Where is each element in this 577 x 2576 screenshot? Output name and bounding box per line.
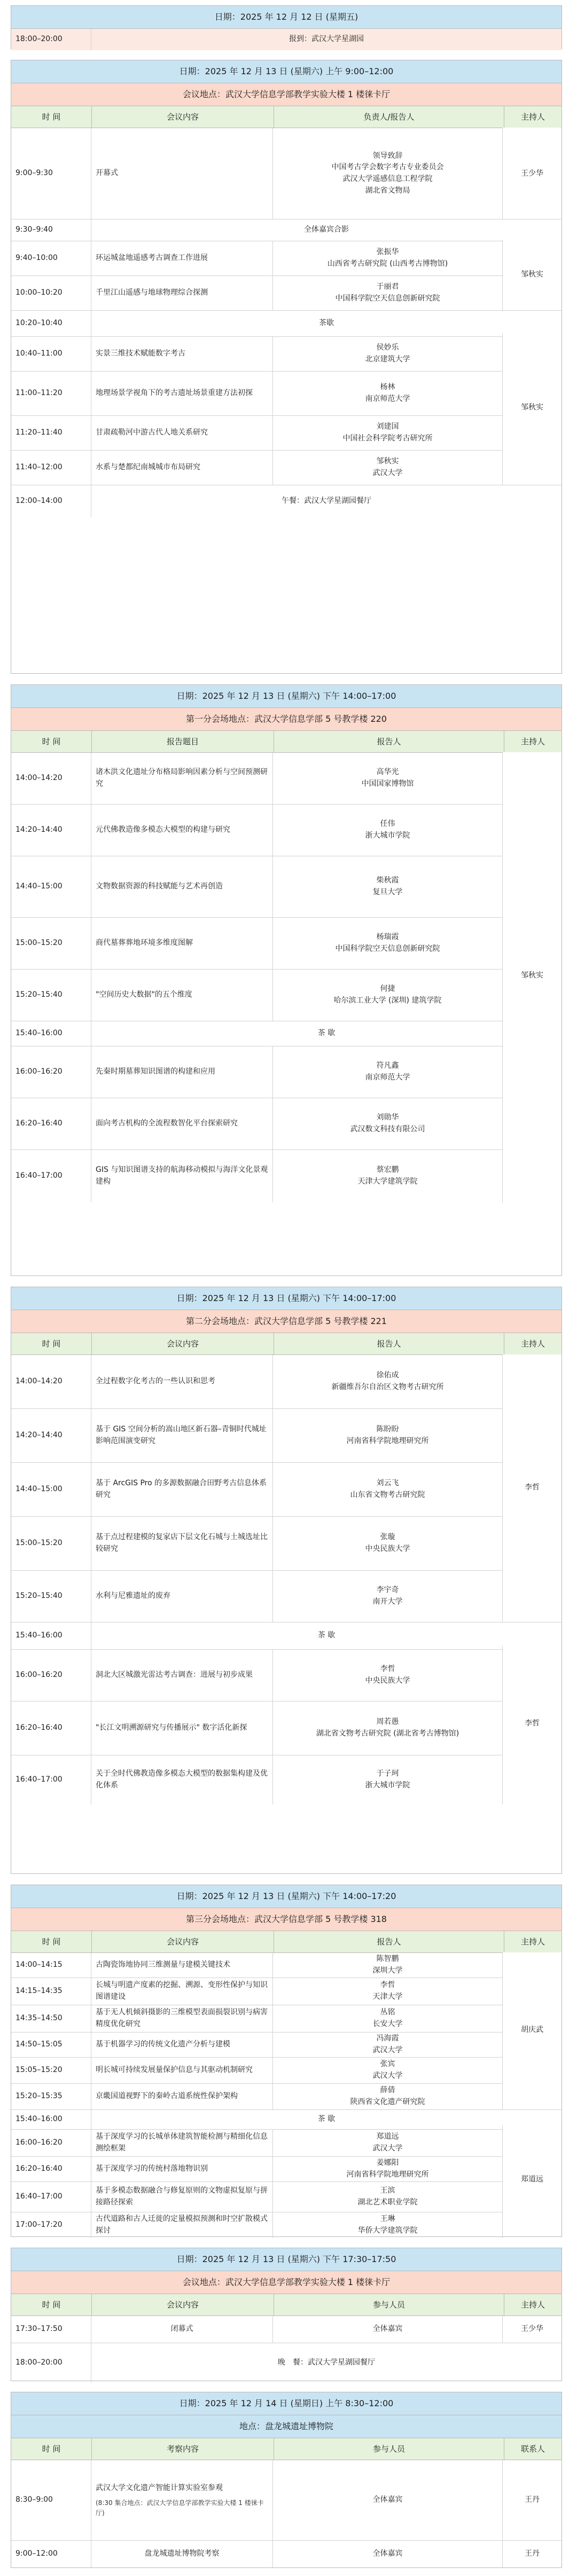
row-time: 14:50–15:05	[11, 2033, 91, 2057]
header-time: 时 间	[11, 1333, 92, 1354]
row-person: 蔡宏鹏 天津大学建筑学院	[273, 1150, 503, 1202]
row-content: 基于深度学习的长城单体建筑智能检测与精细化信息测绘框架	[91, 2130, 273, 2156]
session1-venue: 第一分会场地点：武汉大学信息学部 5 号教学楼 220	[11, 708, 562, 731]
closing-person: 全体嘉宾	[273, 2316, 503, 2343]
table-row	[11, 918, 562, 970]
row-person: 刘云飞 山东省文物考古研究院	[273, 1463, 503, 1516]
row-person: 侯妙乐 北京建筑大学	[273, 337, 503, 371]
header-time: 时 间	[11, 731, 92, 752]
day3-venue: 地点：盘龙城遗址博物院	[11, 2415, 562, 2438]
row-person: 刘勋华 武汉数文科技有限公司	[273, 1098, 503, 1149]
table-row	[11, 1953, 562, 1978]
header-person: 报告人	[274, 731, 504, 752]
table-row	[11, 219, 562, 241]
table-row	[11, 2212, 562, 2238]
morning-date: 日期：2025 年 12 月 13 日 (星期六) 上午 9:00–12:00	[11, 60, 562, 83]
visit-person: 全体嘉宾	[273, 2460, 503, 2540]
row-time: 15:00–15:20	[11, 1517, 91, 1570]
session3-block	[11, 1885, 562, 2237]
row-time: 9:30–9:40	[11, 219, 91, 241]
row-content: 基于 GIS 空间分析的嵩山地区新石器–青铜时代城址影响范围演变研究	[91, 1409, 273, 1462]
header-contact: 联系人	[520, 2444, 545, 2454]
header-time: 时 间	[11, 2438, 92, 2460]
session1-date: 日期：2025 年 12 月 13 日 (星期六) 下午 14:00–17:00	[11, 685, 562, 708]
day1-content: 报到：武汉大学星湖园	[289, 35, 364, 44]
header-person: 参与人员	[274, 2438, 504, 2460]
session3-rows	[11, 1953, 562, 2238]
row-content: 全过程数字化考古的一些认识和思考	[91, 1355, 273, 1408]
row-person: 姜娜阳 河南省科学院地理研究所	[273, 2157, 503, 2181]
table-row	[11, 2084, 562, 2110]
row-content: GIS 与知识图谱支持的航海移动模拟与海洋文化景观建构	[91, 1150, 273, 1202]
row-content: 京畿国道视野下的秦岭古道系统性保护架构	[91, 2084, 273, 2109]
table-row	[11, 1978, 562, 2005]
header-content: 会议内容	[92, 1931, 274, 1952]
row-time: 12:00–14:00	[11, 485, 91, 517]
row-person: 李哲 中央民族大学	[273, 1650, 503, 1701]
table-row	[11, 1622, 562, 1650]
table-row	[11, 1517, 562, 1571]
row-content: "空间历史大数据"的五个维度	[91, 970, 273, 1021]
row-full-content: 茶 歇	[317, 2115, 336, 2124]
row-person: 柴秋霞 复旦大学	[273, 856, 503, 917]
row-content: 先秦时期墓葬知识图谱的构建和应用	[91, 1046, 273, 1098]
row-time: 14:00–14:20	[11, 1355, 91, 1408]
session2-header	[11, 1333, 562, 1355]
row-person: 周若愚 湖北省文物考古研究院 (湖北省考古博物馆)	[273, 1701, 503, 1755]
row-full-content: 午餐：武汉大学星湖园餐厅	[282, 497, 371, 506]
row-content: 古代道路和古人迁徙的定量模拟预测和时空扩散模式探讨	[91, 2212, 273, 2238]
row-content: 基于无人机倾斜摄影的三维模型表面损裂识别与病害精度优化研究	[91, 2005, 273, 2032]
table-row	[11, 337, 562, 372]
header-host: 主持人	[520, 737, 545, 746]
row-time: 14:00–14:20	[11, 753, 91, 804]
table-row	[11, 805, 562, 856]
row-person: 李宇奇 南开大学	[273, 1571, 503, 1622]
row-content: 洞北大区城激光雷达考古调查：进展与初步成果	[91, 1650, 273, 1701]
visit-note: (8:30 集合地点：武汉大学信息学部教学实验大楼 1 楼徕卡厅)	[96, 2499, 264, 2517]
table-row	[11, 970, 562, 1021]
session3-date: 日期：2025 年 12 月 13 日 (星期六) 下午 14:00–17:20	[11, 1885, 562, 1908]
header-person: 负责人/报告人	[274, 106, 504, 128]
row-time: 14:35–14:50	[11, 2005, 91, 2032]
row-person: 李哲 天津大学	[273, 1978, 503, 2005]
row-time: 16:40–17:00	[11, 1150, 91, 1202]
table-row	[11, 1571, 562, 1622]
header-content: 会议内容	[92, 1333, 274, 1354]
row-person: 于子珂 浙大城市学院	[273, 1755, 503, 1805]
row-person: 陈智鹏 深圳大学	[273, 1953, 503, 1978]
row-content: 长城与明遗产度素的挖掘、溯源、变形性保护与知识图谱建设	[91, 1978, 273, 2005]
table-row	[11, 2058, 562, 2084]
row-content: 千里江山遥感与地球物理综合探测	[91, 276, 273, 310]
row-time: 11:20–11:40	[11, 416, 91, 450]
row-time: 9:40–10:00	[11, 241, 91, 275]
header-host: 主持人	[520, 2300, 545, 2310]
row-person: 王滨 湖北艺术职业学院	[273, 2182, 503, 2212]
row-time: 16:40–17:00	[11, 1755, 91, 1805]
row-content: 商代墓葬葬地环境多维度图解	[91, 918, 273, 969]
table-row	[11, 416, 562, 451]
row-time: 15:05–15:20	[11, 2058, 91, 2083]
row-time: 14:40–15:00	[11, 856, 91, 917]
host-name: 邹秋实	[502, 240, 562, 308]
row-time: 15:40–16:00	[11, 1622, 91, 1649]
session1-header	[11, 731, 562, 753]
header-time: 时 间	[11, 2294, 92, 2315]
row-time: 9:00–9:30	[11, 128, 91, 219]
closing-date: 日期：2025 年 12 月 13 日 (星期六) 下午 17:30–17:50	[11, 2248, 562, 2271]
row-person: 于丽君 中国科学院空天信息创新研究院	[273, 276, 503, 310]
row-time: 11:40–12:00	[11, 451, 91, 485]
header-person: 参与人员	[274, 2294, 504, 2315]
row-content: 基于深度学习的传统村落地物识别	[91, 2157, 273, 2181]
row-time: 14:00–14:15	[11, 1953, 91, 1978]
row-time: 10:20–10:40	[11, 311, 91, 336]
session1-block	[11, 684, 562, 1276]
row-time: 16:00–16:20	[11, 1046, 91, 1098]
closing-time: 17:30–17:50	[11, 2316, 91, 2343]
row-person: 张璇 中央民族大学	[273, 1517, 503, 1570]
row-time: 15:40–16:00	[11, 1021, 91, 1046]
table-row	[11, 2157, 562, 2182]
row-full-content: 茶 歇	[317, 1631, 336, 1640]
host-name: 李哲	[502, 1646, 562, 1799]
session2-date: 日期：2025 年 12 月 13 日 (星期六) 下午 14:00–17:00	[11, 1287, 562, 1310]
table-row	[11, 1650, 562, 1701]
row-person: 刘建国 中国社会科学院考古研究所	[273, 416, 503, 450]
table-row	[11, 128, 562, 219]
closing-venue: 会议地点：武汉大学信息学部教学实验大楼 1 楼徕卡厅	[11, 2271, 562, 2294]
header-host: 主持人	[520, 1937, 545, 1947]
header-host: 主持人	[520, 1339, 545, 1349]
row-time: 14:15–14:35	[11, 1978, 91, 2005]
session2-rows	[11, 1355, 562, 1805]
row-content: 元代佛教造像多模态大模型的构建与研究	[91, 805, 273, 856]
session2-venue: 第二分会场地点：武汉大学信息学部 5 号教学楼 221	[11, 1310, 562, 1333]
visit-time: 8:30–9:00	[11, 2460, 91, 2540]
host-name: 王少华	[502, 128, 562, 218]
row-person: 何捷 哈尔滨工业大学 (深圳) 建筑学院	[273, 970, 503, 1021]
row-content: 基于机器学习的传统文化遗产分析与建模	[91, 2033, 273, 2057]
header-content: 会议内容	[92, 106, 274, 128]
table-row	[11, 451, 562, 485]
table-row	[11, 753, 562, 805]
header-host: 主持人	[520, 112, 545, 122]
row-content: 文物数据资源的科技赋能与艺术再创造	[91, 856, 273, 917]
row-content: 地理场景学视角下的考古遗址场景重建方法初探	[91, 372, 273, 415]
host-name: 邹秋实	[502, 334, 562, 479]
row-content: 面向考古机构的全流程数智化平台探索研究	[91, 1098, 273, 1149]
day3-date: 日期：2025 年 12 月 14 日 (星期日) 上午 8:30–12:00	[11, 2392, 562, 2415]
table-row	[11, 2182, 562, 2212]
morning-venue: 会议地点：武汉大学信息学部教学实验大楼 1 楼徕卡厅	[11, 83, 562, 106]
row-content: 甘肃疏勒河中游古代人地关系研究	[91, 416, 273, 450]
table-row	[11, 311, 562, 337]
table-row	[11, 1355, 562, 1409]
row-time: 17:00–17:20	[11, 2212, 91, 2238]
morning-block	[11, 60, 562, 674]
closing-header	[11, 2294, 562, 2316]
row-full-content: 茶 歇	[317, 1029, 336, 1038]
row-person: 徐佑成 新疆维吾尔自治区文物考古研究所	[273, 1355, 503, 1408]
table-row	[11, 2130, 562, 2157]
morning-header	[11, 106, 562, 128]
session3-venue: 第三分会场地点：武汉大学信息学部 5 号教学楼 318	[11, 1908, 562, 1931]
header-person: 报告人	[274, 1333, 504, 1354]
row-content: 基于 ArcGIS Pro 的多源数据融合田野考古信息体系研究	[91, 1463, 273, 1516]
row-person: 张宾 武汉大学	[273, 2058, 503, 2083]
row-content: 明长城可持续发展量保护信息与其驱动机制研究	[91, 2058, 273, 2083]
table-row	[11, 856, 562, 918]
table-row	[11, 2033, 562, 2058]
host-name: 胡庆武	[502, 1952, 562, 2106]
row-content: 开幕式	[91, 128, 273, 219]
header-content: 会议内容	[92, 2294, 274, 2315]
host-name: 李哲	[502, 1354, 562, 1619]
row-time: 10:40–11:00	[11, 337, 91, 371]
visit-contact: 王丹	[525, 2495, 540, 2504]
row-time: 16:20–16:40	[11, 1701, 91, 1755]
table-row	[11, 1755, 562, 1805]
row-content: 基于点过程建模的复家店下层文化石城与土城选址比较研究	[91, 1517, 273, 1570]
row-time: 16:00–16:20	[11, 1650, 91, 1701]
table-row	[11, 1046, 562, 1098]
table-row	[11, 1409, 562, 1463]
table-row	[11, 241, 562, 276]
row-person: 邹秋实 武汉大学	[273, 451, 503, 485]
day1-date: 日期：2025 年 12 月 12 日 (星期五)	[11, 6, 562, 29]
day1-time: 18:00–20:00	[11, 29, 91, 50]
table-row	[11, 2110, 562, 2130]
row-time: 11:00–11:20	[11, 372, 91, 415]
row-time: 15:20–15:40	[11, 970, 91, 1021]
row-content: 古陶瓷饰地协同三维测量与建模关键技术	[91, 1953, 273, 1978]
row-content: 基于多模态数据融合与修复原则的文物虚拟复原与拼接路径探索	[91, 2182, 273, 2212]
row-full-content: 茶歇	[319, 319, 334, 328]
row-time: 16:20–16:40	[11, 2157, 91, 2181]
closing-block	[11, 2248, 562, 2381]
session3-header	[11, 1931, 562, 1953]
row-person: 郑道远 武汉大学	[273, 2130, 503, 2156]
header-time: 时 间	[11, 1931, 92, 1952]
closing-content: 闭幕式	[91, 2316, 273, 2343]
row-time: 16:40–17:00	[11, 2182, 91, 2212]
museum-contact: 王丹	[525, 2549, 540, 2558]
table-row	[11, 1150, 562, 1202]
row-time: 16:00–16:20	[11, 2130, 91, 2156]
row-time: 15:20–15:40	[11, 1571, 91, 1622]
dinner-time: 18:00–20:00	[11, 2343, 91, 2383]
row-time: 15:20–15:35	[11, 2084, 91, 2109]
row-person: 薛倩 陕西省文化遗产研究院	[273, 2084, 503, 2109]
day1-block	[11, 5, 562, 49]
row-person: 杨林 南京师范大学	[273, 372, 503, 415]
row-person: 高华光 中国国家博物馆	[273, 753, 503, 804]
row-person: 陈盼盼 河南省科学院地理研究所	[273, 1409, 503, 1462]
morning-rows	[11, 128, 562, 517]
session2-block	[11, 1287, 562, 1874]
row-time: 15:00–15:20	[11, 918, 91, 969]
host-name: 邹秋实	[502, 752, 562, 1197]
row-time: 10:00–10:20	[11, 276, 91, 310]
table-row	[11, 1021, 562, 1046]
row-person: 杨瑞霞 中国科学院空天信息创新研究院	[273, 918, 503, 969]
table-row	[11, 276, 562, 311]
dinner-content: 晚 餐：武汉大学星湖园餐厅	[278, 2358, 375, 2367]
session1-rows	[11, 753, 562, 1202]
day3-block	[11, 2392, 562, 2568]
visit-content: 武汉大学文化遗产智能计算实验室参观	[96, 2483, 223, 2492]
table-row	[11, 2005, 562, 2033]
header-person: 报告人	[274, 1931, 504, 1952]
header-content: 考察内容	[92, 2438, 274, 2460]
museum-content: 盘龙城遗址博物院考察	[91, 2541, 273, 2567]
closing-host: 王少华	[521, 2325, 543, 2334]
row-content: 水系与楚都纪南城城市布局研究	[91, 451, 273, 485]
row-time: 15:40–16:00	[11, 2110, 91, 2129]
host-name: 郑道远	[502, 2125, 562, 2232]
header-content: 报告题目	[92, 731, 274, 752]
day3-header	[11, 2438, 562, 2460]
row-time: 14:20–14:40	[11, 805, 91, 856]
table-row	[11, 1701, 562, 1755]
row-person: 任伟 浙大城市学院	[273, 805, 503, 856]
table-row	[11, 485, 562, 517]
row-person: 领导致辞 中国考古学会数字考古专业委员会 武汉大学遥感信息工程学院 湖北省文物局	[273, 128, 503, 219]
museum-person: 全体嘉宾	[273, 2541, 503, 2567]
row-time: 14:20–14:40	[11, 1409, 91, 1462]
row-person: 张振华 山西省考古研究院 (山西考古博物馆)	[273, 241, 503, 275]
row-person: 王琳 华侨大学建筑学院	[273, 2212, 503, 2238]
row-content: 关于全时代佛教造像多模态大模型的数据集构建及优化体系	[91, 1755, 273, 1805]
museum-time: 9:00–12:00	[11, 2541, 91, 2567]
row-time: 16:20–16:40	[11, 1098, 91, 1149]
row-content: 诸木洪文化遗址分布格局影响因素分析与空间预测研究	[91, 753, 273, 804]
row-content: 环运城盆地遥感考古调查工作进展	[91, 241, 273, 275]
table-row	[11, 372, 562, 416]
row-time: 14:40–15:00	[11, 1463, 91, 1516]
row-content: 水利与尼雅遗址的废弃	[91, 1571, 273, 1622]
row-person: 丛铭 长安大学	[273, 2005, 503, 2032]
header-time: 时 间	[11, 106, 92, 128]
row-content: "长江文明溯源研究与传播展示" 数字活化新探	[91, 1701, 273, 1755]
table-row	[11, 1098, 562, 1150]
table-row	[11, 1463, 562, 1517]
row-content: 实景三维技术赋能数字考古	[91, 337, 273, 371]
row-person: 符凡鑫 南京师范大学	[273, 1046, 503, 1098]
row-person: 冯海霞 武汉大学	[273, 2033, 503, 2057]
row-full-content: 全体嘉宾合影	[304, 225, 349, 234]
